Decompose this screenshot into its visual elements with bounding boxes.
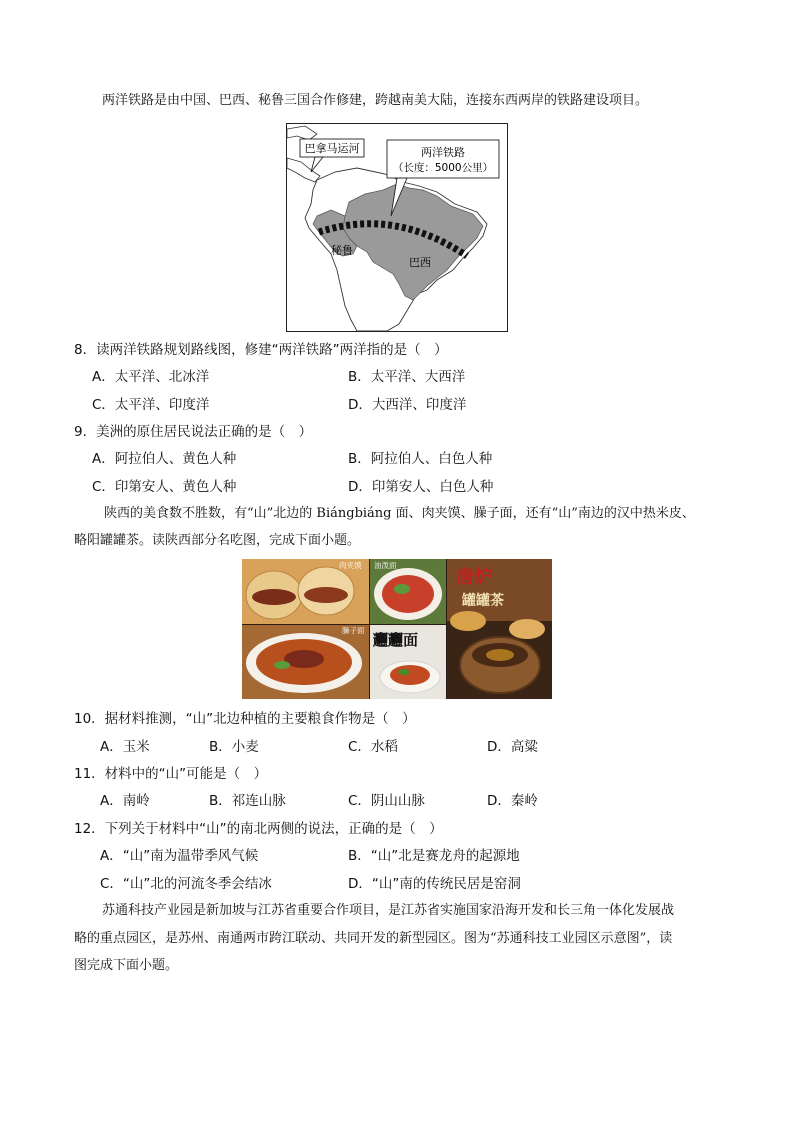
question-8-option-d[interactable]: D．大西洋、印度洋 xyxy=(348,397,467,413)
food-collage-figure xyxy=(242,559,552,699)
question-11-option-c[interactable]: C．阴山山脉 xyxy=(348,793,425,809)
intro-paragraph-sutong-line1: 苏通科技产业园是新加坡与江苏省重要合作项目，是江苏省实施国家沿海开发和长三角一体化发展战 xyxy=(102,903,675,918)
question-9-option-c[interactable]: C．印第安人、黄色人种 xyxy=(92,479,237,495)
question-12-option-b[interactable]: B．“山”北是赛龙舟的起源地 xyxy=(348,848,520,864)
question-9-option-d[interactable]: D．印第安人、白色人种 xyxy=(348,479,494,495)
question-9-option-b[interactable]: B．阿拉伯人、白色人种 xyxy=(348,451,493,467)
question-8-option-a[interactable]: A．太平洋、北冰洋 xyxy=(92,369,210,385)
roujiamo-meat-right xyxy=(304,587,348,603)
question-10-option-c[interactable]: C．水稻 xyxy=(348,739,398,755)
intro-paragraph-shaanxi-line1: 陕西的美食数不胜数，有“山”北边的 Biángbiáng 面、肉夹馍、臊子面，还有“山”南边的汉中热米皮、 xyxy=(104,506,695,521)
two-ocean-railway-map xyxy=(286,123,508,332)
question-11-option-d[interactable]: D．秦岭 xyxy=(487,793,538,809)
question-8-option-b[interactable]: B．太平洋、大西洋 xyxy=(348,369,466,385)
roujiamo-tag: 肉夹馍 xyxy=(339,561,362,570)
canal-label: 巴拿马运河 xyxy=(304,142,360,155)
biangbiang-greens xyxy=(398,669,410,675)
biangbiang-noodles xyxy=(390,665,430,685)
saozi-tag: 臊子面 xyxy=(342,626,365,635)
intro-paragraph-sutong-line3: 图完成下面小题。 xyxy=(74,958,179,973)
saozi-toppings xyxy=(284,650,324,668)
question-10-option-a[interactable]: A．玉米 xyxy=(100,739,150,755)
question-9-stem: 9．美洲的原住居民说法正确的是（ ） xyxy=(74,424,313,440)
question-11-stem: 11．材料中的“山”可能是（ ） xyxy=(74,766,268,782)
canal-label-pointer xyxy=(311,157,323,172)
peru-label: 秘鲁 xyxy=(331,244,353,257)
tanglu-title: 唐炉 xyxy=(456,567,492,588)
shaanxi-food-collage xyxy=(242,559,552,699)
question-8-option-c[interactable]: C．太平洋、印度洋 xyxy=(92,397,210,413)
guanguan-snack-dish xyxy=(450,611,486,631)
question-10-option-d[interactable]: D．高粱 xyxy=(487,739,538,755)
question-12-stem: 12．下列关于材料中“山”的南北两侧的说法，正确的是（ ） xyxy=(74,821,443,837)
railway-length-label: （长度：5000公里） xyxy=(392,162,494,174)
question-10-stem: 10．据材料推测，“山”北边种植的主要粮食作物是（ ） xyxy=(74,711,416,727)
youpo-greens xyxy=(394,584,410,594)
brazil-label: 巴西 xyxy=(409,256,431,269)
question-12-option-a[interactable]: A．“山”南为温带季风气候 xyxy=(100,848,259,864)
question-10-option-b[interactable]: B．小麦 xyxy=(209,739,259,755)
roujiamo-meat-left xyxy=(252,589,296,605)
youpo-tag: 油泼面 xyxy=(374,561,397,570)
youpo-chili xyxy=(382,575,434,613)
intro-paragraph-sutong-line2: 略的重点园区，是苏州、南通两市跨江联动、共同开发的新型园区。图为“苏通科技工业园区示意图”，读 xyxy=(74,931,673,946)
guanguan-tea xyxy=(486,649,514,661)
guanguan-snack-dish-2 xyxy=(509,619,545,639)
question-9-option-a[interactable]: A．阿拉伯人、黄色人种 xyxy=(92,451,237,467)
question-12-option-d[interactable]: D．“山”南的传统民居是窑洞 xyxy=(348,876,521,892)
railway-label: 两洋铁路 xyxy=(421,146,465,159)
intro-paragraph-shaanxi-line2: 略阳罐罐茶。读陕西部分名吃图，完成下面小题。 xyxy=(74,533,361,548)
question-11-option-b[interactable]: B．祁连山脉 xyxy=(209,793,286,809)
central-america-land xyxy=(287,126,317,140)
biangbiang-title: 𰻝𰻝面 xyxy=(373,631,419,649)
question-11-option-a[interactable]: A．南岭 xyxy=(100,793,150,809)
map-figure xyxy=(287,124,507,331)
saozi-greens xyxy=(274,661,290,669)
intro-paragraph-railway: 两洋铁路是由中国、巴西、秘鲁三国合作修建，跨越南美大陆，连接东西两岸的铁路建设项目。 xyxy=(102,93,649,108)
question-8-stem: 8．读两洋铁路规划路线图，修建“两洋铁路”两洋指的是（ ） xyxy=(74,342,448,358)
guanguan-title: 罐罐茶 xyxy=(462,593,504,609)
question-12-option-c[interactable]: C．“山”北的河流冬季会结冰 xyxy=(100,876,272,892)
